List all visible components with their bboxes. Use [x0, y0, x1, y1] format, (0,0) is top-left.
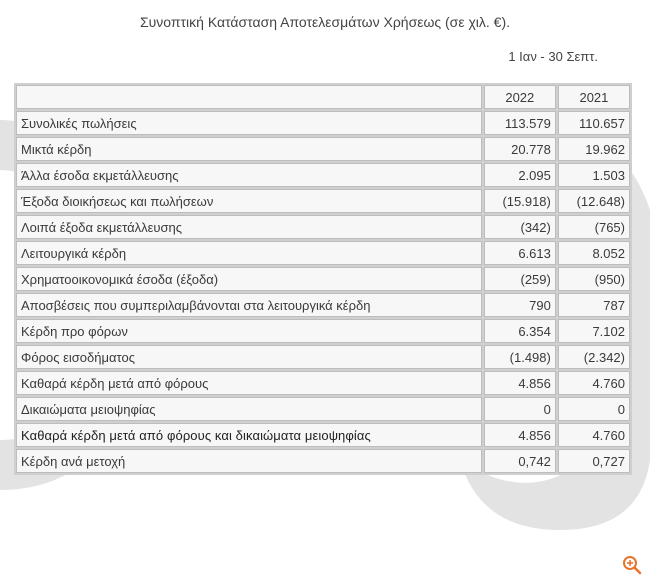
- row-label: Κέρδη προ φόρων: [16, 319, 482, 343]
- table-row: [16, 449, 630, 473]
- value-2022: (1.498): [484, 345, 556, 369]
- value-2022: 6.354: [484, 319, 556, 343]
- header-label-cell: [16, 85, 482, 109]
- table-row: [16, 111, 630, 135]
- value-2021: (12.648): [558, 189, 630, 213]
- value-2022: 4.856: [484, 423, 556, 447]
- value-2021: 4.760: [558, 423, 630, 447]
- value-2022: 20.778: [484, 137, 556, 161]
- header-year-2021: 2021: [558, 85, 630, 109]
- row-label: Φόρος εισοδήματος: [16, 345, 482, 369]
- period-label: 1 Ιαν - 30 Σεπτ.: [508, 49, 598, 64]
- row-label: Άλλα έσοδα εκμετάλλευσης: [16, 163, 482, 187]
- value-2021: 4.760: [558, 371, 630, 395]
- value-2021: (950): [558, 267, 630, 291]
- value-2022: 0,742: [484, 449, 556, 473]
- value-2021: 110.657: [558, 111, 630, 135]
- value-2022: (342): [484, 215, 556, 239]
- table-row: [16, 137, 630, 161]
- zoom-in-icon[interactable]: [622, 555, 642, 575]
- row-label: Έξοδα διοικήσεως και πωλήσεων: [16, 189, 482, 213]
- table-row: [16, 345, 630, 369]
- table-row: [16, 189, 630, 213]
- value-2021: (765): [558, 215, 630, 239]
- table-row: [16, 293, 630, 317]
- row-label: Λειτουργικά κέρδη: [16, 241, 482, 265]
- report-title: Συνοπτική Κατάσταση Αποτελεσμάτων Χρήσεως (σε χιλ. €).: [139, 14, 511, 30]
- value-2022: 6.613: [484, 241, 556, 265]
- table-row: [16, 241, 630, 265]
- row-label: Δικαιώματα μειοψηφίας: [16, 397, 482, 421]
- table-row: [16, 371, 630, 395]
- row-label: Καθαρά κέρδη μετά από φόρους: [16, 371, 482, 395]
- value-2021: (2.342): [558, 345, 630, 369]
- value-2022: 0: [484, 397, 556, 421]
- value-2021: 8.052: [558, 241, 630, 265]
- row-label: Καθαρά κέρδη μετά από φόρους και δικαιώματα μειοψηφίας: [16, 423, 482, 447]
- value-2022: 113.579: [484, 111, 556, 135]
- value-2022: (15.918): [484, 189, 556, 213]
- table-row: [16, 397, 630, 421]
- table-row: [16, 215, 630, 239]
- value-2022: 4.856: [484, 371, 556, 395]
- row-label: Αποσβέσεις που συμπεριλαμβάνονται στα λειτουργικά κέρδη: [16, 293, 482, 317]
- value-2022: 2.095: [484, 163, 556, 187]
- value-2021: 0,727: [558, 449, 630, 473]
- table-row: [16, 267, 630, 291]
- value-2021: 787: [558, 293, 630, 317]
- value-2021: 0: [558, 397, 630, 421]
- value-2022: 790: [484, 293, 556, 317]
- income-statement-table: [14, 83, 632, 475]
- table-header-row: [16, 85, 630, 109]
- value-2022: (259): [484, 267, 556, 291]
- header-year-2022: 2022: [484, 85, 556, 109]
- row-label: Συνολικές πωλήσεις: [16, 111, 482, 135]
- row-label: Κέρδη ανά μετοχή: [16, 449, 482, 473]
- table-row: [16, 163, 630, 187]
- value-2021: 19.962: [558, 137, 630, 161]
- table-row: [16, 423, 630, 447]
- row-label: Χρηματοοικονομικά έσοδα (έξοδα): [16, 267, 482, 291]
- row-label: Λοιπά έξοδα εκμετάλλευσης: [16, 215, 482, 239]
- table-row: [16, 319, 630, 343]
- value-2021: 1.503: [558, 163, 630, 187]
- row-label: Μικτά κέρδη: [16, 137, 482, 161]
- value-2021: 7.102: [558, 319, 630, 343]
